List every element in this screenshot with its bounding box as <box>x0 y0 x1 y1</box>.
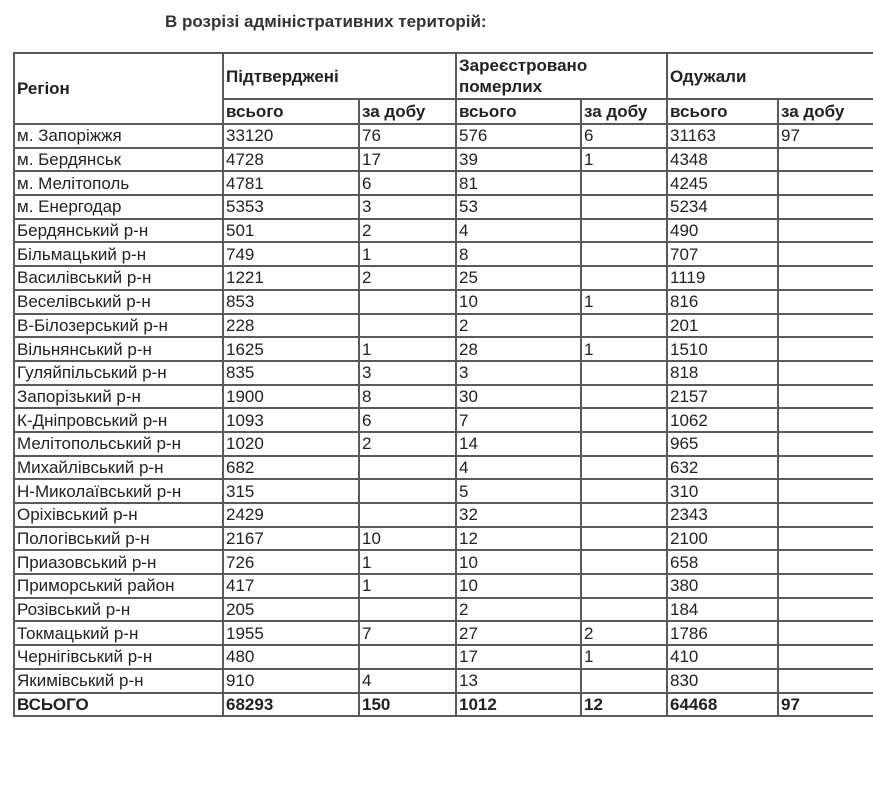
cell-region: м. Мелітополь <box>14 171 223 195</box>
cell-deaths-total: 8 <box>456 242 581 266</box>
cell-deaths-per-day <box>581 479 667 503</box>
cell-region: Якимівський р-н <box>14 669 223 693</box>
cell-recovered-total: 184 <box>667 598 778 622</box>
table-row <box>14 479 873 503</box>
cell-confirmed-total: 1955 <box>223 621 359 645</box>
cell-confirmed-total: 749 <box>223 242 359 266</box>
cell-region: Чернігівський р-н <box>14 645 223 669</box>
table-row <box>14 669 873 693</box>
cell-recovered-per-day <box>778 645 873 669</box>
cell-deaths-per-day <box>581 527 667 551</box>
cell-confirmed-per-day: 4 <box>359 669 456 693</box>
cell-recovered-total: 4348 <box>667 148 778 172</box>
header-row-main <box>14 53 873 99</box>
total-recovered-per-day: 97 <box>778 693 873 717</box>
cell-confirmed-total: 228 <box>223 314 359 338</box>
cell-recovered-total: 380 <box>667 574 778 598</box>
cell-deaths-per-day <box>581 361 667 385</box>
cell-recovered-total: 2343 <box>667 503 778 527</box>
cell-recovered-per-day <box>778 503 873 527</box>
cell-recovered-per-day <box>778 669 873 693</box>
table-row <box>14 598 873 622</box>
cell-recovered-total: 4245 <box>667 171 778 195</box>
table-row <box>14 574 873 598</box>
cell-recovered-total: 310 <box>667 479 778 503</box>
table-row <box>14 361 873 385</box>
cell-deaths-total: 576 <box>456 124 581 148</box>
cell-confirmed-per-day: 6 <box>359 171 456 195</box>
cell-deaths-per-day <box>581 669 667 693</box>
cell-recovered-total: 2157 <box>667 385 778 409</box>
cell-region: Гуляйпільський р-н <box>14 361 223 385</box>
cell-deaths-per-day <box>581 408 667 432</box>
cell-recovered-total: 490 <box>667 219 778 243</box>
cell-deaths-per-day: 1 <box>581 290 667 314</box>
cell-recovered-total: 1786 <box>667 621 778 645</box>
cell-deaths-total: 10 <box>456 574 581 598</box>
cell-confirmed-total: 417 <box>223 574 359 598</box>
total-row <box>14 693 873 717</box>
table-row <box>14 527 873 551</box>
cell-confirmed-total: 205 <box>223 598 359 622</box>
cell-recovered-total: 410 <box>667 645 778 669</box>
cell-confirmed-per-day <box>359 456 456 480</box>
cell-confirmed-per-day <box>359 645 456 669</box>
table-row <box>14 456 873 480</box>
cell-region: Василівський р-н <box>14 266 223 290</box>
cell-deaths-total: 28 <box>456 337 581 361</box>
cell-deaths-total: 10 <box>456 290 581 314</box>
cell-confirmed-total: 682 <box>223 456 359 480</box>
cell-confirmed-per-day: 1 <box>359 242 456 266</box>
cell-recovered-total: 5234 <box>667 195 778 219</box>
cell-deaths-total: 4 <box>456 219 581 243</box>
cell-deaths-per-day <box>581 574 667 598</box>
cell-recovered-per-day <box>778 385 873 409</box>
cell-deaths-total: 5 <box>456 479 581 503</box>
cell-confirmed-total: 315 <box>223 479 359 503</box>
cell-recovered-per-day: 97 <box>778 124 873 148</box>
cell-deaths-total: 4 <box>456 456 581 480</box>
cell-region: Михайлівський р-н <box>14 456 223 480</box>
table-row <box>14 124 873 148</box>
cell-confirmed-per-day <box>359 503 456 527</box>
cell-recovered-total: 2100 <box>667 527 778 551</box>
cell-confirmed-per-day <box>359 314 456 338</box>
covid-stats-table <box>13 52 873 717</box>
cell-confirmed-total: 1900 <box>223 385 359 409</box>
header-confirmed: Підтверджені <box>223 53 456 99</box>
header-deaths-per-day: за добу <box>581 99 667 124</box>
cell-region: Оріхівський р-н <box>14 503 223 527</box>
table-row <box>14 290 873 314</box>
cell-region: Мелітопольський р-н <box>14 432 223 456</box>
cell-recovered-per-day <box>778 219 873 243</box>
table-row <box>14 219 873 243</box>
cell-region: Бердянський р-н <box>14 219 223 243</box>
cell-deaths-total: 7 <box>456 408 581 432</box>
cell-region: Запорізький р-н <box>14 385 223 409</box>
cell-confirmed-per-day: 2 <box>359 219 456 243</box>
cell-deaths-total: 39 <box>456 148 581 172</box>
cell-confirmed-total: 1221 <box>223 266 359 290</box>
cell-confirmed-total: 480 <box>223 645 359 669</box>
cell-confirmed-per-day: 1 <box>359 574 456 598</box>
cell-confirmed-total: 501 <box>223 219 359 243</box>
cell-confirmed-total: 835 <box>223 361 359 385</box>
table-row <box>14 242 873 266</box>
cell-confirmed-total: 4728 <box>223 148 359 172</box>
cell-confirmed-total: 1093 <box>223 408 359 432</box>
cell-deaths-total: 14 <box>456 432 581 456</box>
cell-confirmed-total: 2167 <box>223 527 359 551</box>
cell-recovered-per-day <box>778 456 873 480</box>
cell-recovered-per-day <box>778 290 873 314</box>
cell-confirmed-per-day: 1 <box>359 337 456 361</box>
header-recovered-per-day: за добу <box>778 99 873 124</box>
cell-recovered-per-day <box>778 266 873 290</box>
cell-region: Н-Миколаївський р-н <box>14 479 223 503</box>
cell-region: м. Запоріжжя <box>14 124 223 148</box>
cell-deaths-per-day <box>581 598 667 622</box>
table-body <box>14 124 873 693</box>
cell-deaths-per-day <box>581 242 667 266</box>
cell-deaths-total: 10 <box>456 550 581 574</box>
cell-deaths-total: 53 <box>456 195 581 219</box>
cell-region: Приазовський р-н <box>14 550 223 574</box>
cell-confirmed-per-day: 2 <box>359 266 456 290</box>
cell-recovered-total: 1510 <box>667 337 778 361</box>
total-deaths: 1012 <box>456 693 581 717</box>
section-heading: В розрізі адміністративних територій: <box>165 12 487 31</box>
cell-recovered-per-day <box>778 527 873 551</box>
table-row <box>14 385 873 409</box>
cell-recovered-total: 632 <box>667 456 778 480</box>
cell-region: Більмацький р-н <box>14 242 223 266</box>
table-row <box>14 550 873 574</box>
cell-deaths-per-day <box>581 456 667 480</box>
header-confirmed-total: всього <box>223 99 359 124</box>
cell-confirmed-per-day <box>359 479 456 503</box>
cell-deaths-per-day <box>581 266 667 290</box>
cell-deaths-per-day <box>581 219 667 243</box>
cell-recovered-total: 816 <box>667 290 778 314</box>
cell-confirmed-per-day: 76 <box>359 124 456 148</box>
total-confirmed-per-day: 150 <box>359 693 456 717</box>
cell-confirmed-per-day: 2 <box>359 432 456 456</box>
cell-deaths-total: 13 <box>456 669 581 693</box>
table-row <box>14 266 873 290</box>
cell-recovered-per-day <box>778 195 873 219</box>
cell-deaths-per-day: 1 <box>581 337 667 361</box>
cell-recovered-total: 201 <box>667 314 778 338</box>
cell-confirmed-total: 2429 <box>223 503 359 527</box>
cell-region: В-Білозерський р-н <box>14 314 223 338</box>
cell-region: Токмацький р-н <box>14 621 223 645</box>
table-row <box>14 408 873 432</box>
cell-confirmed-per-day: 10 <box>359 527 456 551</box>
cell-region: Приморський район <box>14 574 223 598</box>
header-confirmed-per-day: за добу <box>359 99 456 124</box>
cell-deaths-total: 17 <box>456 645 581 669</box>
cell-deaths-total: 2 <box>456 314 581 338</box>
cell-deaths-per-day <box>581 550 667 574</box>
cell-confirmed-per-day: 1 <box>359 550 456 574</box>
cell-confirmed-per-day: 3 <box>359 361 456 385</box>
table-row <box>14 337 873 361</box>
cell-deaths-total: 27 <box>456 621 581 645</box>
cell-confirmed-per-day: 17 <box>359 148 456 172</box>
total-label: ВСЬОГО <box>14 693 223 717</box>
table-row <box>14 432 873 456</box>
cell-confirmed-total: 726 <box>223 550 359 574</box>
cell-recovered-per-day <box>778 337 873 361</box>
header-recovered-total: всього <box>667 99 778 124</box>
cell-confirmed-per-day <box>359 598 456 622</box>
header-deaths: Зареєстровано померлих <box>456 53 667 99</box>
cell-region: Вільнянський р-н <box>14 337 223 361</box>
header-deaths-total: всього <box>456 99 581 124</box>
cell-deaths-per-day <box>581 503 667 527</box>
cell-deaths-total: 2 <box>456 598 581 622</box>
cell-deaths-per-day: 6 <box>581 124 667 148</box>
cell-confirmed-per-day: 3 <box>359 195 456 219</box>
cell-deaths-total: 81 <box>456 171 581 195</box>
cell-confirmed-per-day: 7 <box>359 621 456 645</box>
cell-region: Веселівський р-н <box>14 290 223 314</box>
cell-recovered-total: 707 <box>667 242 778 266</box>
cell-recovered-total: 830 <box>667 669 778 693</box>
table-row <box>14 621 873 645</box>
cell-recovered-total: 1119 <box>667 266 778 290</box>
cell-recovered-per-day <box>778 361 873 385</box>
table-row <box>14 195 873 219</box>
cell-region: К-Дніпровський р-н <box>14 408 223 432</box>
cell-region: м. Бердянськ <box>14 148 223 172</box>
cell-deaths-per-day <box>581 171 667 195</box>
table-row <box>14 503 873 527</box>
cell-recovered-per-day <box>778 550 873 574</box>
cell-confirmed-total: 1625 <box>223 337 359 361</box>
cell-deaths-per-day <box>581 314 667 338</box>
header-region: Регіон <box>14 53 223 124</box>
cell-confirmed-total: 1020 <box>223 432 359 456</box>
cell-confirmed-per-day <box>359 290 456 314</box>
cell-deaths-per-day: 2 <box>581 621 667 645</box>
cell-deaths-total: 32 <box>456 503 581 527</box>
cell-recovered-per-day <box>778 148 873 172</box>
cell-recovered-total: 1062 <box>667 408 778 432</box>
cell-recovered-per-day <box>778 408 873 432</box>
cell-recovered-total: 31163 <box>667 124 778 148</box>
cell-region: Розівський р-н <box>14 598 223 622</box>
cell-confirmed-per-day: 6 <box>359 408 456 432</box>
cell-deaths-per-day <box>581 195 667 219</box>
cell-region: Пологівський р-н <box>14 527 223 551</box>
cell-recovered-per-day <box>778 598 873 622</box>
table-row <box>14 645 873 669</box>
cell-recovered-per-day <box>778 242 873 266</box>
cell-recovered-total: 658 <box>667 550 778 574</box>
cell-recovered-per-day <box>778 574 873 598</box>
cell-deaths-per-day <box>581 432 667 456</box>
table-row <box>14 148 873 172</box>
cell-recovered-per-day <box>778 432 873 456</box>
cell-recovered-per-day <box>778 479 873 503</box>
cell-confirmed-total: 853 <box>223 290 359 314</box>
cell-recovered-total: 818 <box>667 361 778 385</box>
cell-recovered-total: 965 <box>667 432 778 456</box>
cell-deaths-per-day: 1 <box>581 645 667 669</box>
cell-deaths-total: 12 <box>456 527 581 551</box>
cell-deaths-per-day: 1 <box>581 148 667 172</box>
cell-recovered-per-day <box>778 171 873 195</box>
cell-deaths-total: 3 <box>456 361 581 385</box>
table-row <box>14 171 873 195</box>
cell-deaths-per-day <box>581 385 667 409</box>
cell-confirmed-total: 33120 <box>223 124 359 148</box>
total-deaths-per-day: 12 <box>581 693 667 717</box>
cell-recovered-per-day <box>778 314 873 338</box>
total-confirmed: 68293 <box>223 693 359 717</box>
cell-confirmed-per-day: 8 <box>359 385 456 409</box>
cell-recovered-per-day <box>778 621 873 645</box>
header-recovered: Одужали <box>667 53 873 99</box>
total-recovered: 64468 <box>667 693 778 717</box>
cell-confirmed-total: 4781 <box>223 171 359 195</box>
cell-deaths-total: 25 <box>456 266 581 290</box>
table-row <box>14 314 873 338</box>
cell-region: м. Енергодар <box>14 195 223 219</box>
cell-confirmed-total: 910 <box>223 669 359 693</box>
cell-confirmed-total: 5353 <box>223 195 359 219</box>
cell-deaths-total: 30 <box>456 385 581 409</box>
